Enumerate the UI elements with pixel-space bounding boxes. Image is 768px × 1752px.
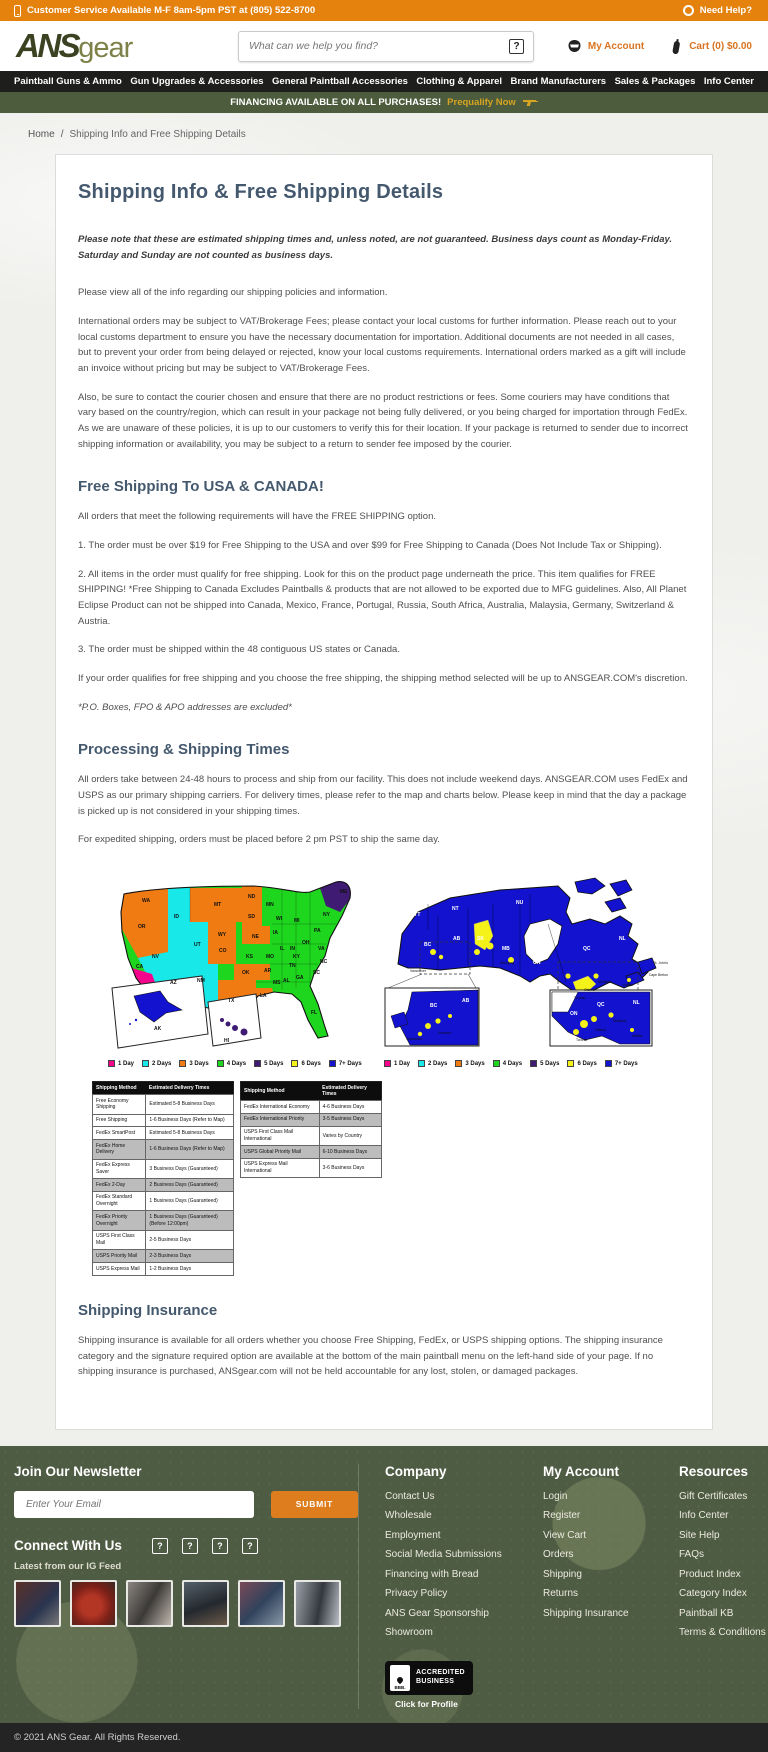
my-account-button[interactable]: [567, 39, 644, 53]
svg-text:TX: TX: [228, 998, 235, 1005]
free-shipping-heading: Free Shipping To USA & CANADA!: [78, 478, 324, 496]
svg-text:MB: MB: [502, 946, 510, 953]
svg-text:ON: ON: [570, 1011, 578, 1018]
legend-swatch-2days: [142, 1060, 149, 1067]
help-icon: [683, 5, 694, 16]
site-header: [0, 21, 768, 71]
canada-shipping-map: [380, 864, 670, 1067]
svg-text:Cape Breton: Cape Breton: [648, 973, 668, 978]
logo-ans-text: ANS: [16, 27, 79, 64]
page-title: Shipping Info & Free Shipping Details: [78, 181, 444, 203]
account-heading: My Account: [543, 1463, 620, 1479]
paintball-tank-icon: [670, 38, 683, 55]
newsletter-heading: Join Our Newsletter: [14, 1463, 142, 1479]
link-orders[interactable]: Orders: [543, 1549, 574, 1561]
svg-text:OR: OR: [138, 924, 146, 931]
svg-text:CA: CA: [136, 964, 144, 971]
us-table-header-times: Estimated Delivery Times: [146, 1082, 234, 1095]
social-icon-2[interactable]: ?: [182, 1538, 198, 1554]
link-privacy[interactable]: Privacy Policy: [385, 1588, 448, 1600]
link-financing[interactable]: Financing with Bread: [385, 1568, 479, 1580]
legend-swatch-6days: [291, 1060, 298, 1067]
search-box: [238, 31, 534, 62]
svg-text:WI: WI: [276, 916, 283, 923]
svg-text:BC: BC: [430, 1003, 438, 1010]
table-row: FedEx Express Saver 3 Business Days (Guaranteed): [93, 1159, 234, 1179]
intro-paragraph: Please view all of the info regarding our shipping policies and information.: [78, 287, 388, 299]
international-paragraph: International orders may be subject to VAT/Brokerage Fees; please contact your local customs for further information. Please reach out to your local customs department to ensure you have the necessary documentation for importation. Additional documents are not needed in all cases, but to prevent your order from being delayed or rejected, know your local customs requirements. International orders marked as a gift will include an invoice without pricing but may be subject to VAT/Brokerage Fees.: [78, 316, 686, 375]
nav-item-general-accessories[interactable]: General Paintball Accessories: [272, 76, 408, 87]
legend-swatch-7days: [329, 1060, 336, 1067]
insurance-paragraph: Shipping insurance is available for all orders whether you choose Free Shipping, FedEx, or USPS shipping options. The shipping insurance category and the signature required option are available at the bottom of the main paintball menu on the left-hand side of your page. If no shipping insurance is purchased, ANSgear.com will not be held accountable for any lost, stolen, or damaged packages.: [78, 1334, 663, 1378]
ig-photo-5[interactable]: [238, 1580, 285, 1627]
svg-text:Vancouver: Vancouver: [406, 1037, 422, 1042]
svg-text:MO: MO: [266, 954, 275, 961]
site-footer: [0, 1446, 768, 1723]
svg-text:OH: OH: [302, 940, 310, 947]
table-row: Free Economy Shipping Estimated 5-8 Business Days: [93, 1095, 234, 1115]
ig-feed-label: Latest from our IG Feed: [14, 1560, 122, 1572]
svg-text:AL: AL: [283, 978, 290, 985]
svg-text:OK: OK: [242, 970, 250, 977]
ig-photo-2[interactable]: [70, 1580, 117, 1627]
svg-text:ON: ON: [533, 960, 541, 967]
ig-photo-3[interactable]: [126, 1580, 173, 1627]
link-paintball-kb[interactable]: Paintball KB: [679, 1607, 734, 1619]
svg-text:MN: MN: [266, 902, 274, 909]
svg-text:YT: YT: [414, 912, 421, 919]
svg-text:UT: UT: [194, 942, 201, 949]
legend-swatch-3days: [179, 1060, 186, 1067]
legend-swatch-1day: [108, 1060, 115, 1067]
footer-links: [359, 1464, 768, 1709]
table-row: USPS Express Mail International 3-6 Business Days: [241, 1158, 382, 1178]
breadcrumb-current: Shipping Info and Free Shipping Details: [69, 129, 246, 140]
canada-map-graphic: [380, 864, 670, 1056]
link-shipping[interactable]: Shipping: [543, 1568, 582, 1580]
us-shipping-map: [104, 864, 366, 1067]
table-row: FedEx SmartPost Estimated 5-8 Business Days: [93, 1127, 234, 1140]
free-shipping-p1: All orders that meet the following requirements will have the FREE SHIPPING option.: [78, 511, 436, 523]
link-info-center[interactable]: Info Center: [679, 1510, 729, 1522]
svg-text:FL: FL: [311, 1010, 318, 1017]
svg-text:AK: AK: [154, 1026, 162, 1033]
ig-photo-6[interactable]: [294, 1580, 341, 1627]
shipping-note: Please note that these are estimated shipping times and, unless noted, are not guaranteed. Business days count as Monday-Friday. Saturday and Sunday are not counted as business days.: [78, 234, 673, 261]
us-map-legend: 1 Day 2 Days 3 Days 4 Days 5 Days 6 Days 7+ Days: [104, 1060, 366, 1067]
legend-swatch-4days: [493, 1060, 500, 1067]
legend-swatch-7days: [605, 1060, 612, 1067]
svg-text:PA: PA: [314, 928, 321, 935]
link-shipping-insurance[interactable]: Shipping Insurance: [543, 1607, 629, 1619]
link-sponsorship[interactable]: ANS Gear Sponsorship: [385, 1607, 489, 1619]
svg-text:Montreal: Montreal: [613, 1019, 627, 1024]
paintball-mask-icon: [567, 39, 582, 53]
free-shipping-item1: 1. The order must be over $19 for Free Shipping to the USA and over $99 for Free Shipping to Canada (Does Not Include Tax or Shipping).: [78, 540, 662, 552]
newsletter-email-input[interactable]: [14, 1491, 254, 1518]
svg-text:Vancouver: Vancouver: [410, 969, 426, 974]
company-heading: Company: [385, 1463, 447, 1479]
us-shipping-table: [92, 1081, 234, 1276]
breadcrumb-home[interactable]: Home: [28, 129, 55, 140]
svg-text:MT: MT: [214, 902, 222, 909]
newsletter-submit-button[interactable]: SUBMIT: [271, 1491, 358, 1518]
copyright-bar: [0, 1723, 768, 1752]
svg-text:IL: IL: [280, 946, 285, 953]
link-returns[interactable]: Returns: [543, 1588, 579, 1600]
table-row: FedEx Priority Overnight 1 Business Days (Guaranteed) (Before 12:00pm): [93, 1211, 234, 1231]
nav-item-paintball-guns[interactable]: Paintball Guns & Ammo: [14, 76, 122, 87]
newsletter-form: [14, 1491, 358, 1518]
svg-text:Montreal: Montreal: [598, 980, 612, 985]
logo-gear-text: gear: [78, 32, 133, 64]
us-map-graphic: [104, 864, 366, 1056]
free-shipping-p2: If your order qualifies for free shipping and you choose the free shipping, the shipping method selected will be up to ANSGEAR.COM's discretion.: [78, 673, 688, 685]
shipping-tables: [92, 1081, 690, 1276]
svg-text:Toronto: Toronto: [576, 1038, 588, 1043]
canada-map-legend: 1 Day 2 Days 3 Days 4 Days 5 Days 6 Days 7+ Days: [380, 1060, 670, 1067]
svg-text:SC: SC: [313, 970, 320, 977]
link-contact-us[interactable]: Contact Us: [385, 1490, 435, 1502]
svg-text:NV: NV: [152, 954, 159, 961]
table-row: USPS Express Mail 1-2 Business Days: [93, 1263, 234, 1276]
svg-text:VA: VA: [318, 946, 325, 953]
svg-text:TN: TN: [289, 963, 296, 970]
svg-text:HI: HI: [224, 1038, 229, 1045]
legend-swatch-5days: [254, 1060, 261, 1067]
svg-text:Toronto: Toronto: [574, 996, 586, 1001]
svg-text:WY: WY: [218, 932, 227, 939]
need-help-label: Need Help?: [699, 5, 752, 16]
svg-text:MS: MS: [273, 980, 281, 987]
free-shipping-item2: 2. All items in the order must qualify for free shipping. Look for this on the product page underneath the price. This item qualifies for FREE SHIPPING! *Free Shipping to Canada Excludes Paintballs & products that are not allowed to be exported due to MFG guidelines. Also, All Planet Eclipse Product can not be shipped into Canada, Mexico, France, Portugal, Russia, South Africa, Australia, Malaysia, Germany, Switzerland & Austria.: [78, 568, 687, 627]
financing-banner: [0, 92, 768, 113]
canada-shipping-table: [240, 1081, 382, 1178]
svg-text:ID: ID: [174, 914, 179, 921]
table-row: FedEx International Priority 3-5 Business Days: [241, 1113, 382, 1126]
svg-text:Winnipeg: Winnipeg: [500, 961, 515, 966]
svg-text:AB: AB: [462, 998, 470, 1005]
connect-heading: Connect With Us: [14, 1538, 122, 1554]
link-register[interactable]: Register: [543, 1510, 581, 1522]
bbb-profile-link[interactable]: Click for Profile: [395, 1698, 458, 1709]
table-row: FedEx Home Delivery 1-6 Business Days (Refer to Map): [93, 1140, 234, 1160]
svg-text:IA: IA: [273, 930, 278, 937]
svg-text:NE: NE: [252, 934, 259, 941]
search-icon[interactable]: ?: [509, 39, 524, 54]
table-row: USPS Global Priority Mail 6-10 Business Days: [241, 1146, 382, 1159]
main-nav: [0, 71, 768, 92]
header-actions: [567, 38, 752, 55]
top-bar: [0, 0, 768, 21]
social-icon-3[interactable]: ?: [212, 1538, 228, 1554]
link-faqs[interactable]: FAQs: [679, 1549, 705, 1561]
ig-photo-1[interactable]: [14, 1580, 61, 1627]
ca-table-header-method: Shipping Method: [241, 1082, 320, 1101]
svg-text:GA: GA: [296, 975, 304, 982]
nav-item-brands[interactable]: Brand Manufacturers: [510, 76, 607, 87]
table-row: FedEx Standard Overnight 1 Business Days (Guaranteed): [93, 1191, 234, 1211]
svg-text:AR: AR: [264, 968, 272, 975]
svg-text:BC: BC: [424, 942, 432, 949]
footer-resources-column: [679, 1464, 768, 1709]
legend-swatch-3days: [455, 1060, 462, 1067]
svg-text:ME: ME: [340, 889, 348, 896]
phone-icon: [14, 5, 21, 17]
table-row: FedEx International Economy 4-6 Business Days: [241, 1101, 382, 1114]
copyright-text: © 2021 ANS Gear. All Rights Reserved.: [14, 1731, 181, 1743]
processing-p2: For expedited shipping, orders must be placed before 2 pm PST to ship the same day.: [78, 834, 440, 846]
svg-text:Ottawa: Ottawa: [584, 988, 595, 993]
courier-paragraph: Also, be sure to contact the courier chosen and ensure that there are no product restrictions or fees. Some couriers may have conditions that vary based on the country/region, which can result in your package not being fully delivered, or you being charged for importation through FedEx. As we are unaware of these policies, it is up to our customers to verify this for their location. If your package is returned to sender due to incorrect shipping information or availability, you may be subject to a return to sender fee imposed by the courier.: [78, 391, 688, 450]
bbb-torch-icon: BBB.: [390, 1665, 410, 1691]
cart-label: Cart (0) $0.00: [689, 40, 752, 52]
financing-text: FINANCING AVAILABLE ON ALL PURCHASES!: [230, 97, 442, 108]
breadcrumb: [0, 113, 768, 154]
svg-text:NC: NC: [320, 959, 328, 966]
social-icon-4[interactable]: ?: [242, 1538, 258, 1554]
svg-text:NL: NL: [619, 936, 626, 943]
svg-text:AB: AB: [453, 936, 461, 943]
nav-item-gun-upgrades[interactable]: Gun Upgrades & Accessories: [130, 76, 264, 87]
svg-text:SD: SD: [248, 914, 255, 921]
svg-text:Halifax: Halifax: [632, 1034, 643, 1039]
connect-row: [14, 1538, 358, 1554]
svg-text:NY: NY: [323, 912, 330, 919]
bbb-badge[interactable]: BBB. ACCREDITED BUSINESS: [385, 1661, 473, 1695]
svg-text:QC: QC: [597, 1002, 605, 1009]
svg-text:St. John's: St. John's: [653, 961, 668, 966]
nav-item-sales[interactable]: Sales & Packages: [614, 76, 696, 87]
svg-text:NU: NU: [516, 900, 524, 907]
legend-swatch-1day: [384, 1060, 391, 1067]
legend-swatch-6days: [567, 1060, 574, 1067]
link-login[interactable]: Login: [543, 1490, 568, 1502]
ig-feed: [14, 1580, 358, 1627]
svg-text:NT: NT: [452, 906, 459, 913]
ansgear-logo[interactable]: [16, 29, 216, 63]
svg-text:CO: CO: [219, 948, 227, 955]
legend-swatch-4days: [217, 1060, 224, 1067]
svg-text:KY: KY: [293, 954, 300, 961]
table-row: Free Shipping 1-6 Business Days (Refer to Map): [93, 1114, 234, 1127]
legend-swatch-5days: [530, 1060, 537, 1067]
svg-text:QC: QC: [583, 946, 591, 953]
breadcrumb-separator: /: [60, 129, 64, 140]
search-input[interactable]: [239, 40, 509, 52]
svg-text:NL: NL: [633, 1000, 640, 1007]
table-row: USPS Priority Mail 2-3 Business Days: [93, 1250, 234, 1263]
ig-photo-4[interactable]: [182, 1580, 229, 1627]
legend-swatch-2days: [418, 1060, 425, 1067]
free-shipping-item3: 3. The order must be shipped within the 48 contiguous US states or Canada.: [78, 644, 400, 656]
svg-text:ND: ND: [248, 894, 256, 901]
ca-table-header-times: Estimated Delivery Times: [319, 1082, 381, 1101]
need-help-link[interactable]: [683, 5, 752, 16]
footer-account-column: [543, 1464, 651, 1709]
social-icon-1[interactable]: ?: [152, 1538, 168, 1554]
svg-text:SK: SK: [477, 936, 484, 943]
table-row: FedEx 2-Day 2 Business Days (Guaranteed): [93, 1179, 234, 1192]
svg-text:AZ: AZ: [170, 980, 177, 987]
customer-service-label: Customer Service Available M-F 8am-5pm PST at (805) 522-8700: [27, 5, 316, 16]
link-wholesale[interactable]: Wholesale: [385, 1510, 432, 1522]
nav-item-info-center[interactable]: Info Center: [703, 76, 754, 87]
shipping-info-card: [55, 154, 713, 1430]
paintball-gun-icon: [522, 98, 538, 107]
us-table-header-method: Shipping Method: [93, 1082, 146, 1095]
cart-button[interactable]: [670, 38, 752, 55]
link-terms[interactable]: Terms & Conditions: [679, 1627, 766, 1639]
prequalify-link[interactable]: Prequalify Now: [447, 97, 516, 108]
link-social-media[interactable]: Social Media Submissions: [385, 1549, 502, 1561]
footer-left: [0, 1464, 359, 1709]
table-row: USPS First Class Mail International Varies by Country: [241, 1126, 382, 1146]
svg-text:IN: IN: [290, 946, 295, 953]
footer-company-column: [385, 1464, 515, 1709]
customer-service-text: [14, 5, 315, 17]
table-row: USPS First Class Mail 2-5 Business Days: [93, 1230, 234, 1250]
processing-p1: All orders take between 24-48 hours to process and ship from our facility. This does not include weekend days. ANSGEAR.COM uses FedEx and USPS as our primary shipping carriers. For delivery times, please refer to the map and charts below. Please keep in mind that the day a package is picked up is not considered in your shipping times.: [78, 774, 688, 817]
my-account-label: My Account: [587, 40, 645, 52]
resources-heading: Resources: [679, 1463, 749, 1479]
svg-text:NM: NM: [197, 978, 205, 985]
svg-text:Kelowna: Kelowna: [438, 1031, 452, 1036]
link-product-index[interactable]: Product Index: [679, 1568, 741, 1580]
link-employment[interactable]: Employment: [385, 1529, 441, 1541]
svg-text:Ottawa: Ottawa: [595, 1028, 606, 1033]
svg-text:MI: MI: [294, 918, 300, 925]
link-view-cart[interactable]: View Cart: [543, 1529, 587, 1541]
link-gift-certificates[interactable]: Gift Certificates: [679, 1490, 748, 1502]
nav-item-clothing[interactable]: Clothing & Apparel: [416, 76, 503, 87]
svg-text:WA: WA: [142, 898, 151, 905]
link-category-index[interactable]: Category Index: [679, 1588, 747, 1600]
svg-text:KS: KS: [246, 954, 253, 961]
shipping-maps: [104, 864, 690, 1067]
link-site-help[interactable]: Site Help: [679, 1529, 720, 1541]
svg-text:Halifax: Halifax: [623, 983, 634, 988]
insurance-heading: Shipping Insurance: [78, 1301, 218, 1319]
link-showroom[interactable]: Showroom: [385, 1627, 433, 1639]
processing-heading: Processing & Shipping Times: [78, 741, 290, 759]
svg-text:LA: LA: [260, 993, 267, 1000]
po-box-exclusion: *P.O. Boxes, FPO & APO addresses are excluded*: [78, 701, 292, 713]
